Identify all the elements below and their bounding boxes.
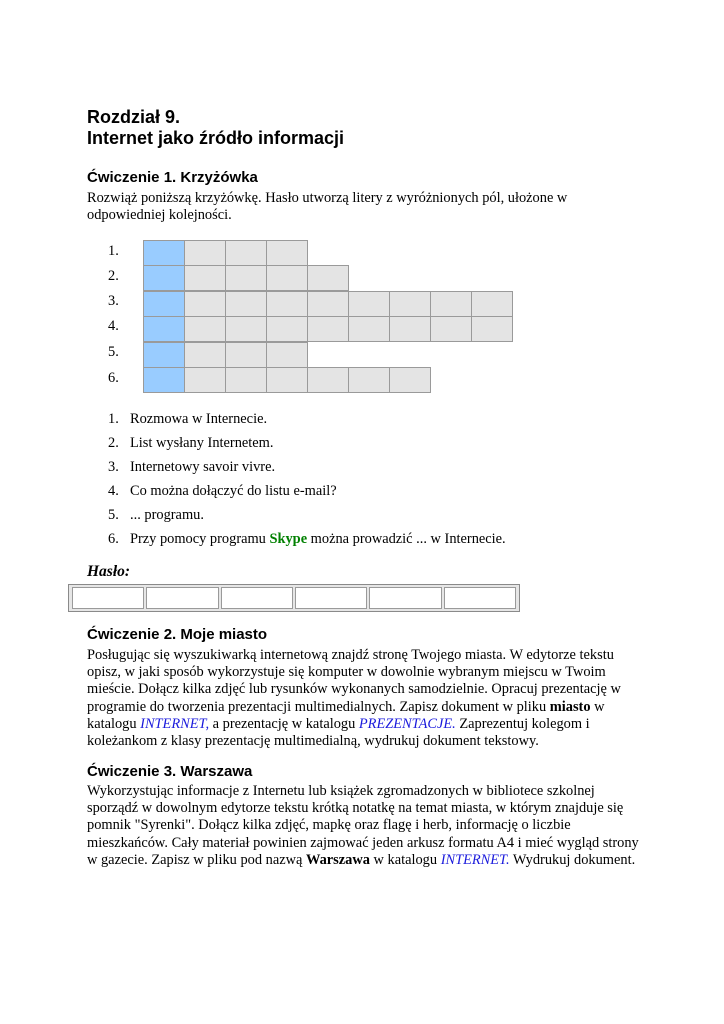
crossword-row-number: 1. (108, 243, 119, 259)
crossword-cell[interactable] (431, 316, 472, 342)
crossword-cell[interactable] (226, 291, 267, 317)
clue-text: Internetowy savoir vivre. (130, 459, 276, 475)
crossword-key-cell[interactable] (143, 367, 185, 393)
clue-item (108, 459, 275, 475)
crossword-cell[interactable] (185, 316, 226, 342)
ex3-text-2: w katalogu (369, 851, 441, 868)
ex2-directory-prezentacje: PREZENTACJE. (358, 715, 456, 732)
chapter-number: Rozdział 9. (87, 107, 181, 127)
clue-number: 5. (108, 507, 119, 523)
crossword-cell[interactable] (390, 367, 431, 393)
ex2-text-4: Zaprezentuj kolegom i koleżankom z klasy prezentację multimedialną, wydrukuj dokument tekstowy. (87, 715, 590, 750)
crossword-cell[interactable] (226, 265, 267, 291)
crossword-cell[interactable] (226, 342, 267, 368)
crossword-key-cell[interactable] (143, 291, 185, 317)
password-cell[interactable] (146, 587, 218, 609)
exercise-2-text (87, 647, 647, 750)
crossword-cell[interactable] (431, 291, 472, 317)
clue-number: 6. (108, 531, 119, 547)
ex3-directory-internet: INTERNET. (440, 851, 510, 868)
chapter-title (87, 107, 344, 149)
ex3-text-3: Wydrukuj dokument. (509, 851, 636, 868)
crossword-cell[interactable] (349, 291, 390, 317)
crossword-cell[interactable] (308, 367, 349, 393)
clue-number: 2. (108, 435, 119, 451)
clue-text: Rozmowa w Internecie. (130, 411, 268, 427)
exercise-3-heading: Ćwiczenie 3. Warszawa (87, 763, 253, 780)
crossword-cell[interactable] (226, 316, 267, 342)
crossword-cell[interactable] (308, 291, 349, 317)
ex2-text-2: w katalogu (87, 698, 605, 732)
ex3-filename: Warszawa (305, 851, 370, 868)
clue-text-end: można prowadzić ... w Internecie. (307, 531, 506, 547)
crossword-row (143, 240, 308, 266)
crossword-row (143, 291, 513, 317)
crossword-cell[interactable] (185, 240, 226, 266)
password-grid (68, 584, 520, 612)
crossword-cell[interactable] (390, 316, 431, 342)
clue-number: 4. (108, 483, 119, 499)
crossword-cell[interactable] (185, 342, 226, 368)
clue-item (108, 531, 506, 547)
crossword-cell[interactable] (267, 342, 308, 368)
clue-item (108, 507, 204, 523)
clue-text: Przy pomocy programu (130, 531, 270, 547)
crossword-cell[interactable] (349, 367, 390, 393)
clue-item (108, 411, 267, 427)
crossword-cell[interactable] (390, 291, 431, 317)
clue-number: 3. (108, 459, 119, 475)
crossword-key-cell[interactable] (143, 316, 185, 342)
password-label: Hasło: (87, 563, 131, 580)
ex2-directory-internet: INTERNET, (140, 715, 210, 732)
clue-item (108, 483, 337, 499)
crossword-row-number: 6. (108, 370, 119, 386)
crossword-cell[interactable] (226, 240, 267, 266)
crossword-cell[interactable] (267, 240, 308, 266)
password-cell[interactable] (444, 587, 516, 609)
crossword-key-cell[interactable] (143, 265, 185, 291)
crossword-cell[interactable] (267, 291, 308, 317)
crossword-key-cell[interactable] (143, 240, 185, 266)
crossword-cell[interactable] (308, 316, 349, 342)
crossword-cell[interactable] (349, 316, 390, 342)
crossword-row-number: 4. (108, 318, 119, 334)
exercise-2-heading: Ćwiczenie 2. Moje miasto (87, 626, 268, 643)
crossword-row (143, 316, 513, 342)
password-cell[interactable] (369, 587, 441, 609)
ex2-text-3: a prezentację w katalogu (209, 715, 359, 732)
crossword-cell[interactable] (185, 367, 226, 393)
exercise-1-heading: Ćwiczenie 1. Krzyżówka (87, 169, 258, 186)
crossword-cell[interactable] (185, 291, 226, 317)
crossword-row (143, 265, 349, 291)
crossword-row (143, 367, 431, 393)
ex2-filename: miasto (549, 698, 591, 715)
crossword-cell[interactable] (226, 367, 267, 393)
clue-item (108, 435, 273, 451)
crossword-cell[interactable] (267, 316, 308, 342)
crossword-cell[interactable] (185, 265, 226, 291)
clue-text: Co można dołączyć do listu e-mail? (130, 483, 337, 499)
crossword-cell[interactable] (267, 265, 308, 291)
crossword-row-number: 5. (108, 344, 119, 360)
crossword-row-number: 3. (108, 293, 119, 309)
password-cell[interactable] (221, 587, 293, 609)
password-cell[interactable] (295, 587, 367, 609)
crossword-row (143, 342, 308, 368)
password-cell[interactable] (72, 587, 144, 609)
crossword-key-cell[interactable] (143, 342, 185, 368)
ex2-text-1: Posługując się wyszukiwarką internetową znajdź stronę Twojego miasta. W edytorze tekstu opisz, w jaki sposób wykorzystuje się komputer w dowolnie wybranym miejscu w Twoim mieście. Dołącz kilka zdjęć lub rysunków wykonanych samodzielnie. Opracuj prezentację w programie do tworzenia prezentacji multimedialnych. Zapisz dokument w pliku (87, 647, 621, 715)
crossword-cell[interactable] (308, 265, 349, 291)
clue-number: 1. (108, 411, 119, 427)
crossword-row-number: 2. (108, 268, 119, 284)
chapter-subtitle: Internet jako źródło informacji (87, 128, 345, 148)
clue-highlight-skype: Skype (269, 531, 308, 547)
exercise-1-instruction: Rozwiąż poniższą krzyżówkę. Hasło utworzą litery z wyróżnionych pól, ułożone w odpowiedniej kolejności. (87, 190, 568, 224)
clue-text: List wysłany Internetem. (130, 435, 274, 451)
crossword-cell[interactable] (267, 367, 308, 393)
crossword-cell[interactable] (472, 316, 513, 342)
crossword-cell[interactable] (472, 291, 513, 317)
ex3-text-1: Wykorzystując informacje z Internetu lub książek zgromadzonych w bibliotece szkolnej sporządź w dowolnym edytorze tekstu krótką notatkę na temat miasta, w którym znajduje się pomnik "Syrenki". Dołącz kilka zdjęć, mapkę oraz flagę i herb, informację o liczbie mieszkańców. Cały materiał powinien zajmować jeden arkusz formatu A4 i mieć wygląd strony w gazecie. Zapisz w pliku pod nazwą (87, 783, 639, 868)
exercise-3-text (87, 783, 647, 869)
clue-text: ... programu. (130, 507, 204, 523)
